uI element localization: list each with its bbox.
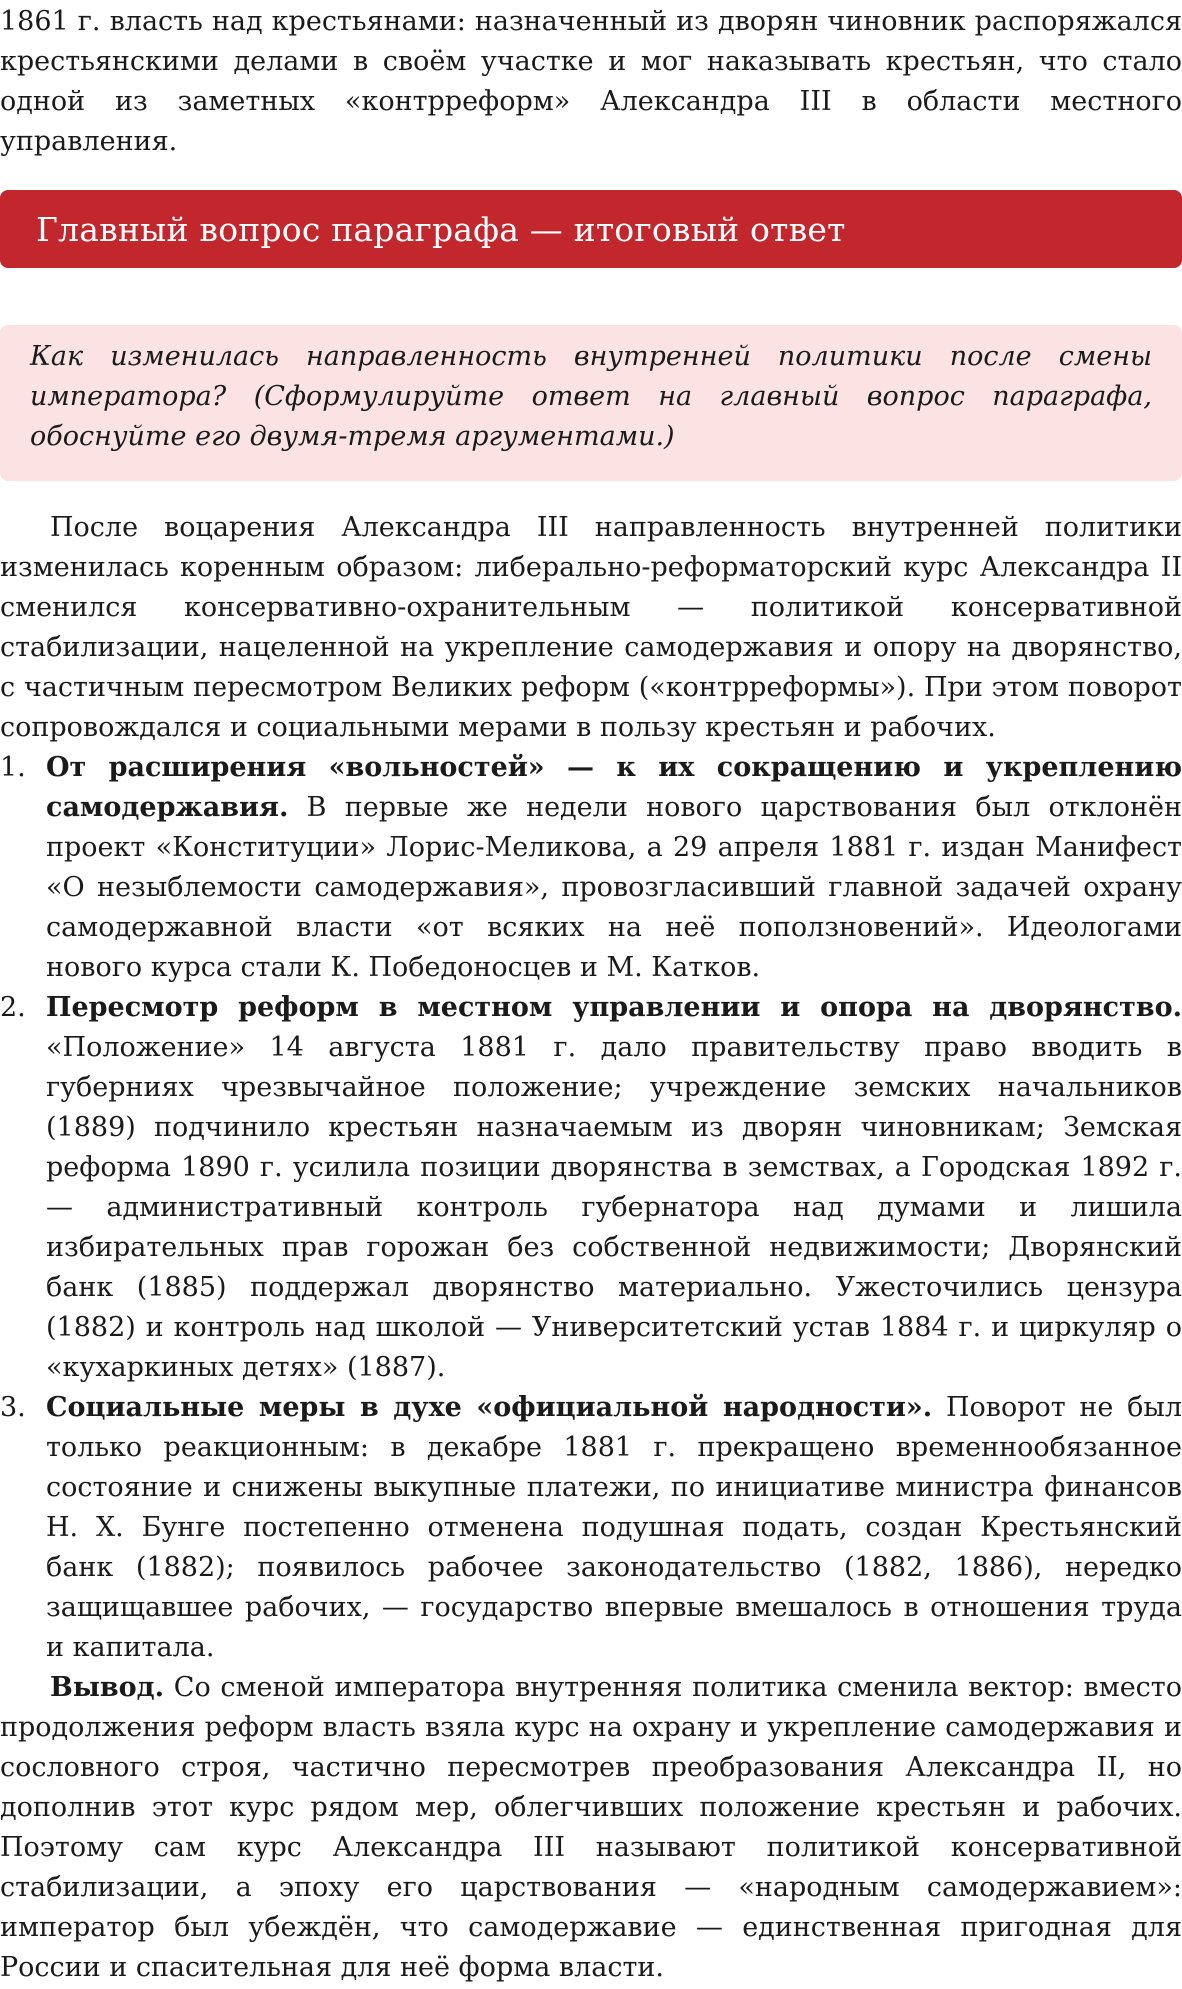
section-title: Главный вопрос параграфа — итоговый ответ bbox=[36, 209, 846, 249]
conclusion-paragraph bbox=[0, 1668, 1182, 1988]
conclusion-heading: Вывод. bbox=[50, 1672, 165, 1703]
argument-list bbox=[0, 748, 1182, 1668]
question-box bbox=[0, 325, 1182, 481]
item-number: 2. bbox=[0, 992, 26, 1023]
intro-paragraph: 1861 г. власть над крестьянами: назначенный из дворян чиновник распоряжался крестьянскими делами в своём участке и мог наказывать крестьян, что стало одной из заметных «контрреформ» Александра III в области местного управления. bbox=[0, 6, 1182, 157]
item-heading: От расширения «вольностей» — к их сокращению и укреплению самодержавия. bbox=[46, 752, 1182, 823]
answer-block bbox=[0, 508, 1182, 1988]
argument-item-2 bbox=[0, 988, 1182, 1388]
item-heading: Социальные меры в духе «официальной народности». bbox=[46, 1392, 933, 1423]
item-body: «Положение» 14 августа 1881 г. дало правительству право вводить в губерниях чрезвычайное положение; учреждение земских начальников (1889) подчинило крестьян назначаемым из дворян чиновникам; Земская реформа 1890 г. усилила позиции дворянства в земствах, а Городская 1892 г. — административный контроль губернатора над думами и лишила избирательных прав горожан без собственной недвижимости; Дворянский банк (1885) поддержал дворянство материально. Ужесточились цензура (1882) и контроль над школой — Университетский устав 1884 г. и циркуляр о «кухаркиных детях» (1887). bbox=[46, 1032, 1182, 1383]
section-banner bbox=[0, 190, 1182, 268]
argument-item-1 bbox=[0, 748, 1182, 988]
item-number: 1. bbox=[0, 752, 26, 783]
item-number: 3. bbox=[0, 1392, 26, 1423]
question-text: Как изменилась направленность внутренней политики после смены императора? (Сформулируйте ответ на главный вопрос параграфа, обоснуйте его двумя-тремя аргументами.) bbox=[30, 341, 1152, 452]
item-body: Поворот не был только реакционным: в декабре 1881 г. прекращено временнообязанное состояние и снижены выкупные платежи, по инициативе министра финансов Н. Х. Бунге постепенно отменена подушная подать, создан Крестьянский банк (1882); появилось рабочее законодательство (1882, 1886), нередко защищавшее рабочих, — государство впервые вмешалось в отношения труда и капитала. bbox=[46, 1392, 1182, 1663]
conclusion-body: Со сменой императора внутренняя политика сменила вектор: вместо продолжения реформ власть взяла курс на охрану и укрепление самодержавия и сословного строя, частично пересмотрев преобразования Александра II, но дополнив этот курс рядом мер, облегчивших положение крестьян и рабочих. Поэтому сам курс Александра III называют политикой консервативной стабилизации, а эпоху его царствования — «народным самодержавием»: император был убеждён, что самодержавие — единственная пригодная для России и спасительная для неё форма власти. bbox=[0, 1672, 1182, 1983]
argument-item-3 bbox=[0, 1388, 1182, 1668]
answer-lead-paragraph: После воцарения Александра III направленность внутренней политики изменилась коренным образом: либерально-реформаторский курс Александра II сменился консервативно-охранительным — политикой консервативной стабилизации, нацеленной на укрепление самодержавия и опору на дворянство, с частичным пересмотром Великих реформ («контрреформы»). При этом поворот сопровождался и социальными мерами в пользу крестьян и рабочих. bbox=[0, 512, 1182, 743]
item-heading: Пересмотр реформ в местном управлении и опора на дворянство. bbox=[46, 992, 1182, 1023]
item-body: В первые же недели нового царствования был отклонён проект «Конституции» Лорис-Меликова, а 29 апреля 1881 г. издан Манифест «О незыблемости самодержавия», провозгласивший главной задачей охрану самодержавной власти «от всяких на неё поползновений». Идеологами нового курса стали К. Победоносцев и М. Катков. bbox=[46, 792, 1182, 983]
